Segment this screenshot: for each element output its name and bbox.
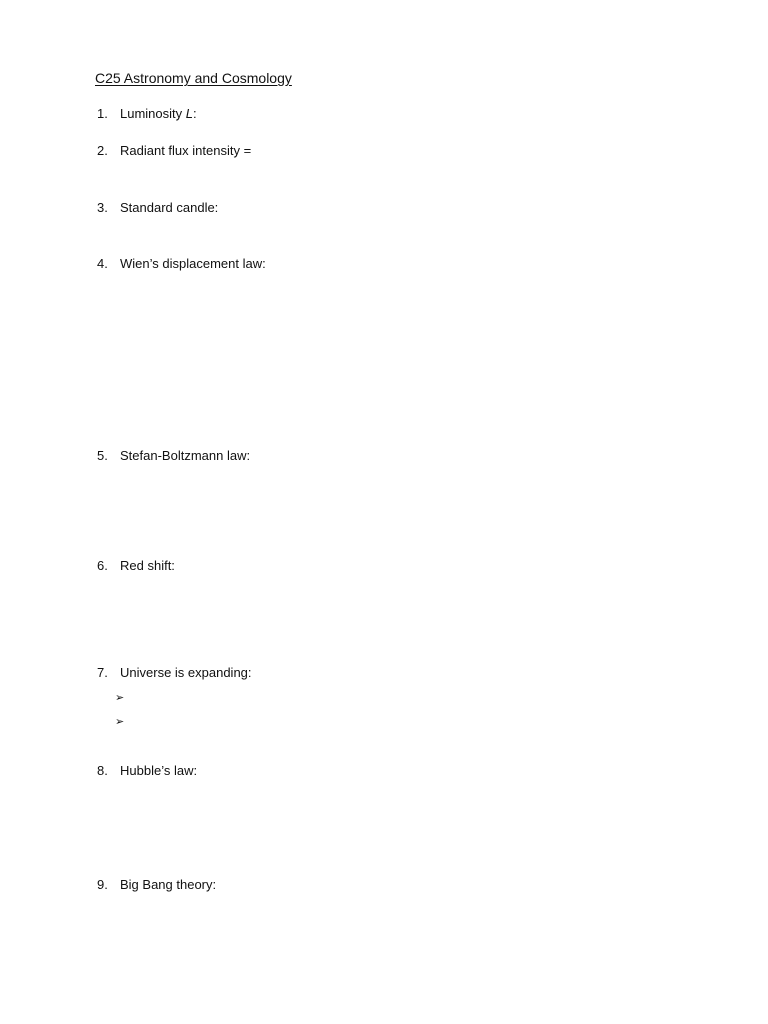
item-label: Wien’s displacement law: — [120, 256, 266, 271]
item-label: Stefan-Boltzmann law: — [120, 448, 251, 463]
item-number: 8. — [97, 763, 108, 778]
item-label: Big Bang theory: — [120, 877, 217, 892]
item-number: 4. — [97, 256, 108, 271]
item-number: 3. — [97, 200, 108, 215]
item-label: Hubble’s law: — [120, 763, 198, 778]
list-item-universe-expanding — [97, 665, 252, 681]
list-item-luminosity — [97, 106, 197, 122]
list-item-radiant-flux — [97, 143, 251, 159]
item-label: Radiant flux intensity = — [120, 143, 252, 158]
item-number: 5. — [97, 448, 108, 463]
list-item-standard-candle — [97, 200, 218, 216]
item-number: 9. — [97, 877, 108, 892]
list-item-big-bang — [97, 877, 216, 893]
list-item-hubble-law — [97, 763, 197, 779]
list-item-red-shift — [97, 558, 175, 574]
arrow-bullet-icon: ➢ — [115, 692, 125, 704]
item-number: 7. — [97, 665, 108, 680]
item-number: 6. — [97, 558, 108, 573]
item-label: Standard candle: — [120, 200, 219, 215]
item-label: Universe is expanding: — [120, 665, 252, 680]
item-number: 2. — [97, 143, 108, 158]
item-label-suffix: : — [192, 106, 197, 121]
item-number: 1. — [97, 106, 108, 121]
list-item-wien-law — [97, 256, 266, 272]
item-label-italic: L — [185, 106, 193, 121]
list-item-stefan-boltzmann — [97, 448, 250, 464]
document-title: C25 Astronomy and Cosmology — [95, 70, 292, 86]
item-label: Red shift: — [120, 558, 175, 573]
arrow-bullet-icon: ➢ — [115, 716, 125, 728]
item-label: Luminosity — [120, 106, 186, 121]
